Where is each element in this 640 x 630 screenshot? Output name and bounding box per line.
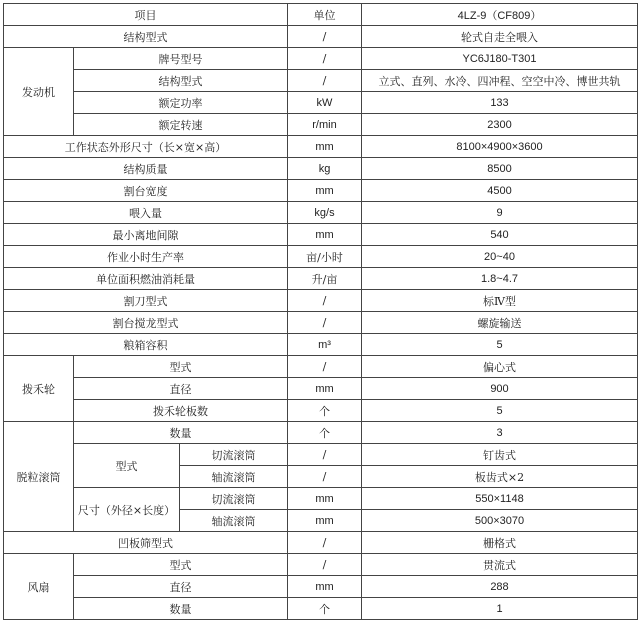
row-label: 单位面积燃油消耗量 <box>4 268 288 290</box>
table-row <box>4 26 638 48</box>
table-row <box>4 136 638 158</box>
row-value: 1.8~4.7 <box>362 268 638 290</box>
row-unit: / <box>288 290 362 312</box>
row-value: 钉齿式 <box>362 444 638 466</box>
table-row <box>4 70 638 92</box>
table-row <box>4 202 638 224</box>
row-unit: m³ <box>288 334 362 356</box>
row-label: 拨禾轮板数 <box>74 400 288 422</box>
subgroup-label-type: 型式 <box>74 444 180 488</box>
row-value: 540 <box>362 224 638 246</box>
header-row <box>4 4 638 26</box>
spec-table <box>3 3 638 620</box>
row-label: 割台搅龙型式 <box>4 312 288 334</box>
row-label: 额定转速 <box>74 114 288 136</box>
row-label: 数量 <box>74 598 288 620</box>
row-label: 最小离地间隙 <box>4 224 288 246</box>
row-label: 型式 <box>74 554 288 576</box>
row-value: 轮式自走全喂入 <box>362 26 638 48</box>
row-label: 工作状态外形尺寸（长×宽×高） <box>4 136 288 158</box>
row-label: 额定功率 <box>74 92 288 114</box>
row-value: 4500 <box>362 180 638 202</box>
row-value: 288 <box>362 576 638 598</box>
row-unit: r/min <box>288 114 362 136</box>
header-unit: 单位 <box>288 4 362 26</box>
row-unit: 个 <box>288 400 362 422</box>
row-value: 3 <box>362 422 638 444</box>
table-row <box>4 576 638 598</box>
table-row <box>4 334 638 356</box>
row-value: 标Ⅳ型 <box>362 290 638 312</box>
table-row <box>4 554 638 576</box>
row-value: 栅格式 <box>362 532 638 554</box>
row-value: 9 <box>362 202 638 224</box>
table-row <box>4 356 638 378</box>
table-row <box>4 422 638 444</box>
table-row <box>4 246 638 268</box>
row-label: 型式 <box>74 356 288 378</box>
table-row <box>4 378 638 400</box>
row-value: 20~40 <box>362 246 638 268</box>
row-unit: / <box>288 356 362 378</box>
table-row <box>4 532 638 554</box>
row-unit: mm <box>288 136 362 158</box>
row-value: 螺旋输送 <box>362 312 638 334</box>
row-unit: mm <box>288 488 362 510</box>
row-label: 直径 <box>74 378 288 400</box>
row-unit: mm <box>288 224 362 246</box>
row-unit: / <box>288 26 362 48</box>
row-unit: / <box>288 554 362 576</box>
group-label-fan: 风扇 <box>4 554 74 620</box>
row-label: 作业小时生产率 <box>4 246 288 268</box>
row-label: 结构型式 <box>4 26 288 48</box>
row-unit: / <box>288 444 362 466</box>
group-label-threshing-drum: 脱粒滚筒 <box>4 422 74 532</box>
group-label-reel: 拨禾轮 <box>4 356 74 422</box>
row-label: 喂入量 <box>4 202 288 224</box>
row-value: 立式、直列、水冷、四冲程、空空中冷、博世共轨 <box>362 70 638 92</box>
row-value: 5 <box>362 334 638 356</box>
row-unit: / <box>288 312 362 334</box>
row-unit: 升/亩 <box>288 268 362 290</box>
table-row <box>4 224 638 246</box>
row-unit: mm <box>288 510 362 532</box>
row-value: 贯流式 <box>362 554 638 576</box>
row-value: 板齿式×2 <box>362 466 638 488</box>
row-value: 900 <box>362 378 638 400</box>
row-label: 凹板筛型式 <box>4 532 288 554</box>
row-label: 割刀型式 <box>4 290 288 312</box>
row-value: 133 <box>362 92 638 114</box>
row-label: 结构质量 <box>4 158 288 180</box>
table-row <box>4 180 638 202</box>
row-label: 切流滚筒 <box>180 488 288 510</box>
row-value: YC6J180-T301 <box>362 48 638 70</box>
row-value: 500×3070 <box>362 510 638 532</box>
row-unit: / <box>288 532 362 554</box>
table-row <box>4 268 638 290</box>
row-unit: 亩/小时 <box>288 246 362 268</box>
table-row <box>4 598 638 620</box>
row-label: 牌号型号 <box>74 48 288 70</box>
group-label-engine: 发动机 <box>4 48 74 136</box>
row-unit: 个 <box>288 598 362 620</box>
row-value: 8100×4900×3600 <box>362 136 638 158</box>
row-label: 割台宽度 <box>4 180 288 202</box>
row-unit: / <box>288 70 362 92</box>
row-value: 8500 <box>362 158 638 180</box>
row-label: 数量 <box>74 422 288 444</box>
row-value: 2300 <box>362 114 638 136</box>
table-row <box>4 312 638 334</box>
row-unit: kg <box>288 158 362 180</box>
row-label: 结构型式 <box>74 70 288 92</box>
row-unit: mm <box>288 576 362 598</box>
row-unit: mm <box>288 378 362 400</box>
row-value: 550×1148 <box>362 488 638 510</box>
header-model: 4LZ-9（CF809） <box>362 4 638 26</box>
subgroup-label-size: 尺寸（外径×长度） <box>74 488 180 532</box>
row-value: 5 <box>362 400 638 422</box>
row-label: 直径 <box>74 576 288 598</box>
row-unit: / <box>288 48 362 70</box>
row-label: 轴流滚筒 <box>180 466 288 488</box>
row-unit: 个 <box>288 422 362 444</box>
table-row <box>4 290 638 312</box>
header-item: 项目 <box>4 4 288 26</box>
row-unit: kW <box>288 92 362 114</box>
table-row <box>4 400 638 422</box>
table-row <box>4 92 638 114</box>
table-row <box>4 48 638 70</box>
table-row <box>4 488 638 510</box>
row-unit: / <box>288 466 362 488</box>
row-unit: mm <box>288 180 362 202</box>
row-label: 粮箱容积 <box>4 334 288 356</box>
row-value: 偏心式 <box>362 356 638 378</box>
row-value: 1 <box>362 598 638 620</box>
table-row <box>4 114 638 136</box>
table-row <box>4 158 638 180</box>
table-row <box>4 444 638 466</box>
row-label: 切流滚筒 <box>180 444 288 466</box>
row-unit: kg/s <box>288 202 362 224</box>
row-label: 轴流滚筒 <box>180 510 288 532</box>
